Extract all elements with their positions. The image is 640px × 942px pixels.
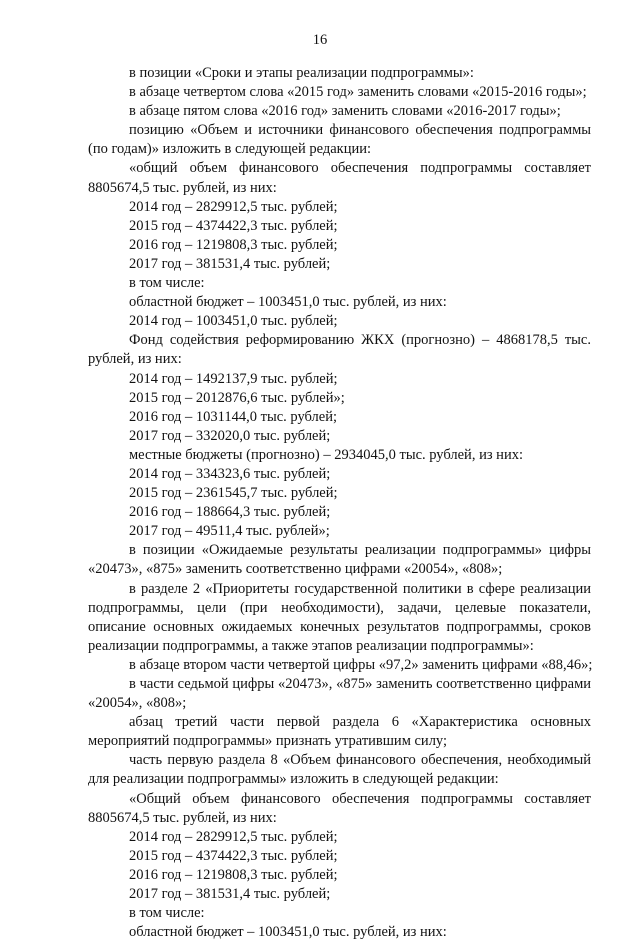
paragraph-mestnye-2017: 2017 год – 49511,4 тыс. рублей»; [129,523,330,540]
paragraph-mestnye-2016: 2016 год – 188664,3 тыс. рублей; [129,504,331,521]
paragraph-year-2014-b: 2014 год – 2829912,5 тыс. рублей; [129,828,338,845]
paragraph-year-2016: 2016 год – 1219808,3 тыс. рублей; [129,236,338,253]
paragraph-oblastnoj-byudzhet-b: областной бюджет – 1003451,0 тыс. рублей, из них: [129,924,447,941]
paragraph-poziciyu-obem: позицию «Объем и источники финансового обеспечения подпрограммы (по годам)» изложить в следующей редакции: [88,122,591,158]
paragraph-v-tom-chisle-b: в том числе: [129,905,205,922]
paragraph-chast-sedmaya: в части седьмой цифры «20473», «875» заменить соответственно цифрами «20054», «808»; [88,676,591,712]
paragraph-oblastnoj-byudzhet: областной бюджет – 1003451,0 тыс. рублей, из них: [129,294,447,311]
paragraph-year-2017: 2017 год – 381531,4 тыс. рублей; [129,255,331,272]
paragraph-obshchij-obem-2: «Общий объем финансового обеспечения подпрограммы составляет 8805674,5 тыс. рублей, из них: [88,790,591,826]
paragraph-abzac-vtoroj: в абзаце втором части четвертой цифры «97,2» заменить цифрами «88,46»; [129,656,593,673]
paragraph-obshchij-obem: «общий объем финансового обеспечения подпрограммы составляет 8805674,5 тыс. рублей, из них: [88,160,591,196]
paragraph-razdel-2: в разделе 2 «Приоритеты государственной политики в сфере реализации подпрограммы, цели (при необходимости), задачи, целевые показатели, описание основных ожидаемых конечных результатов подпрограммы, сроков реализации подпрограммы, а также этапов реализации подпрограммы»: [88,580,591,654]
paragraph-year-2015: 2015 год – 4374422,3 тыс. рублей; [129,217,338,234]
paragraph-year-2017-b: 2017 год – 381531,4 тыс. рублей; [129,886,331,903]
paragraph-sroki: в позиции «Сроки и этапы реализации подпрограммы»: [129,65,474,81]
paragraph-v-tom-chisle: в том числе: [129,275,205,292]
paragraph-mestnye-byudzhety: местные бюджеты (прогнозно) – 2934045,0 тыс. рублей, из них: [129,446,523,463]
paragraph-oblastnoj-2014: 2014 год – 1003451,0 тыс. рублей; [129,313,338,330]
page-number: 16 [312,32,328,48]
paragraph-chast-pervaya: часть первую раздела 8 «Объем финансового обеспечения, необходимый для реализации подпрограммы» изложить в следующей редакции: [88,752,591,788]
paragraph-fond-2014: 2014 год – 1492137,9 тыс. рублей; [129,370,338,387]
paragraph-fond-2017: 2017 год – 332020,0 тыс. рублей; [129,427,331,444]
paragraph-year-2015-b: 2015 год – 4374422,3 тыс. рублей; [129,847,338,864]
document-body [88,64,591,942]
paragraph-ozhidaemye-rezultaty: в позиции «Ожидаемые результаты реализации подпрограммы» цифры «20473», «875» заменить соответственно цифрами «20054», «808»; [88,542,591,578]
paragraph-fond-2016: 2016 год – 1031144,0 тыс. рублей; [129,408,337,425]
paragraph-mestnye-2015: 2015 год – 2361545,7 тыс. рублей; [129,485,338,502]
paragraph-mestnye-2014: 2014 год – 334323,6 тыс. рублей; [129,465,331,482]
paragraph-abzac-pyatyj: в абзаце пятом слова «2016 год» заменить словами «2016-2017 годы»; [129,103,561,120]
paragraph-abzac-chetvertyj: в абзаце четвертом слова «2015 год» заменить словами «2015-2016 годы»; [129,84,587,101]
paragraph-fond-2015: 2015 год – 2012876,6 тыс. рублей»; [129,389,345,406]
paragraph-fond-zhkh: Фонд содействия реформированию ЖКХ (прогнозно) – 4868178,5 тыс. рублей, из них: [88,332,591,368]
paragraph-abzac-tretij: абзац третий части первой раздела 6 «Характеристика основных мероприятий подпрограммы» признать утратившим силу; [88,714,591,750]
paragraph-year-2016-b: 2016 год – 1219808,3 тыс. рублей; [129,866,338,883]
paragraph-year-2014: 2014 год – 2829912,5 тыс. рублей; [129,198,338,215]
